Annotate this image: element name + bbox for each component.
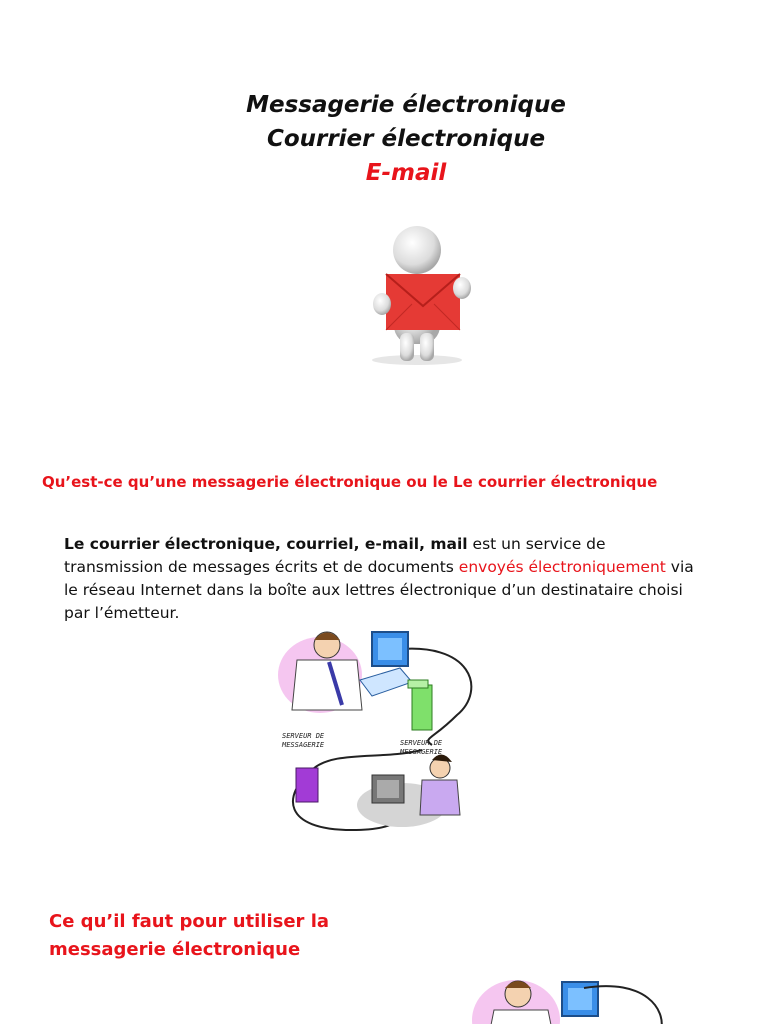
server-label-2a: SERVEUR DE [400,739,443,747]
definition-text-2: via le réseau Internet dans la boîte aux lettres électronique d’un destinataire choisi par l’émetteur. [64,558,694,622]
question-heading: Qu’est-ce qu’une messagerie électronique ou le Le courrier électronique [42,473,658,491]
server-label-1a: SERVEUR DE [282,732,325,740]
email-flow-illustration-partial [466,970,666,1024]
server-label-1b: MESSAGERIE [282,741,325,749]
definition-paragraph [64,533,704,625]
server-label-2b: MESSAGERIE [400,748,443,756]
title-line-3: E-mail [365,160,447,186]
definition-text-1: est un service de transmission de messages écrits et de documents [64,535,606,576]
email-flow-illustration [272,620,482,840]
definition-bold: Le courrier électronique, courriel, e-mail, mail [64,535,468,553]
title-line-2: Courrier électronique [266,126,546,152]
section-heading: Ce qu’il faut pour utiliser la messagerie électronique [49,911,330,960]
email-figure-image [352,218,482,368]
definition-highlight: envoyés électroniquement [458,558,666,576]
title-line-1: Messagerie électronique [246,92,566,118]
page-title [0,88,768,190]
